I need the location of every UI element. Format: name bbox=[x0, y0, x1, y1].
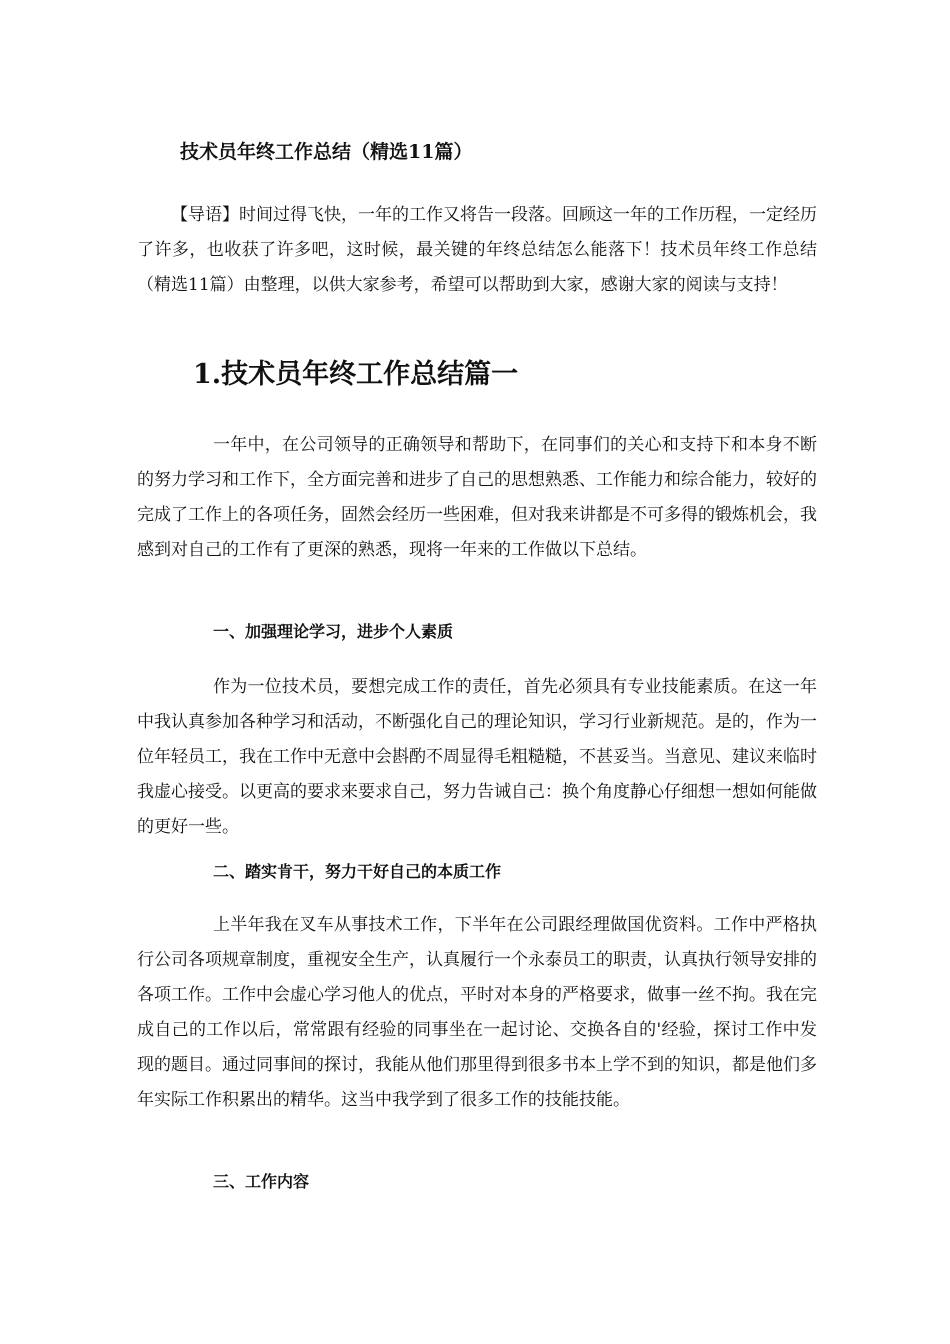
section-1-opening-paragraph: 一年中，在公司领导的正确领导和帮助下，在同事们的关心和支持下和本身不断的努力学习和工作下，全方面完善和进步了自己的思想熟悉、工作能力和综合能力，较好的完成了工作上的各项任务，固然会经历一些困难，但对我来讲都是不可多得的锻炼机会，我感到对自己的工作有了更深的熟悉，现将一年来的工作做以下总结。 bbox=[137, 435, 817, 560]
subsection-2-paragraph: 上半年我在叉车从事技术工作，下半年在公司跟经理做国优资料。工作中严格执行公司各项规章制度，重视安全生产，认真履行一个永泰员工的职责，认真执行领导安排的各项工作。工作中会虚心学习他人的优点，平时对本身的严格要求，做事一丝不拘。我在完成自己的工作以后，常常跟有经验的同事坐在一起讨论、交换各自的'经验，探讨工作中发现的题目。通过同事间的探讨，我能从他们那里得到很多书本上学不到的知识，都是他们多年实际工作积累出的精华。这当中我学到了很多工作的技能技能。 bbox=[137, 915, 817, 1110]
subsection-1-heading: 一、加强理论学习，进步个人素质 bbox=[213, 622, 454, 641]
intro-paragraph: 【导语】时间过得飞快，一年的工作又将告一段落。回顾这一年的工作历程，一定经历了许多，也收获了许多吧，这时候，最关键的年终总结怎么能落下！技术员年终工作总结（精选11篇）由整理，以供大家参考，希望可以帮助到大家，感谢大家的阅读与支持！ bbox=[137, 205, 817, 295]
subsection-2-heading: 二、踏实肯干，努力干好自己的本质工作 bbox=[213, 862, 502, 881]
subsection-3-heading: 三、工作内容 bbox=[213, 1172, 310, 1191]
section-1-heading: 1.技术员年终工作总结篇一 bbox=[193, 359, 519, 390]
subsection-1-paragraph: 作为一位技术员，要想完成工作的责任，首先必须具有专业技能素质。在这一年中我认真参加各种学习和活动，不断强化自己的理论知识，学习行业新规范。是的，作为一位年轻员工，我在工作中无意中会斟酌不周显得毛粗糙糙，不甚妥当。当意见、建议来临时我虚心接受。以更高的要求来要求自己，努力告诫自己：换个角度静心仔细想一想如何能做的更好一些。 bbox=[137, 677, 817, 837]
document-title: 技术员年终工作总结（精选11篇） bbox=[180, 141, 473, 163]
